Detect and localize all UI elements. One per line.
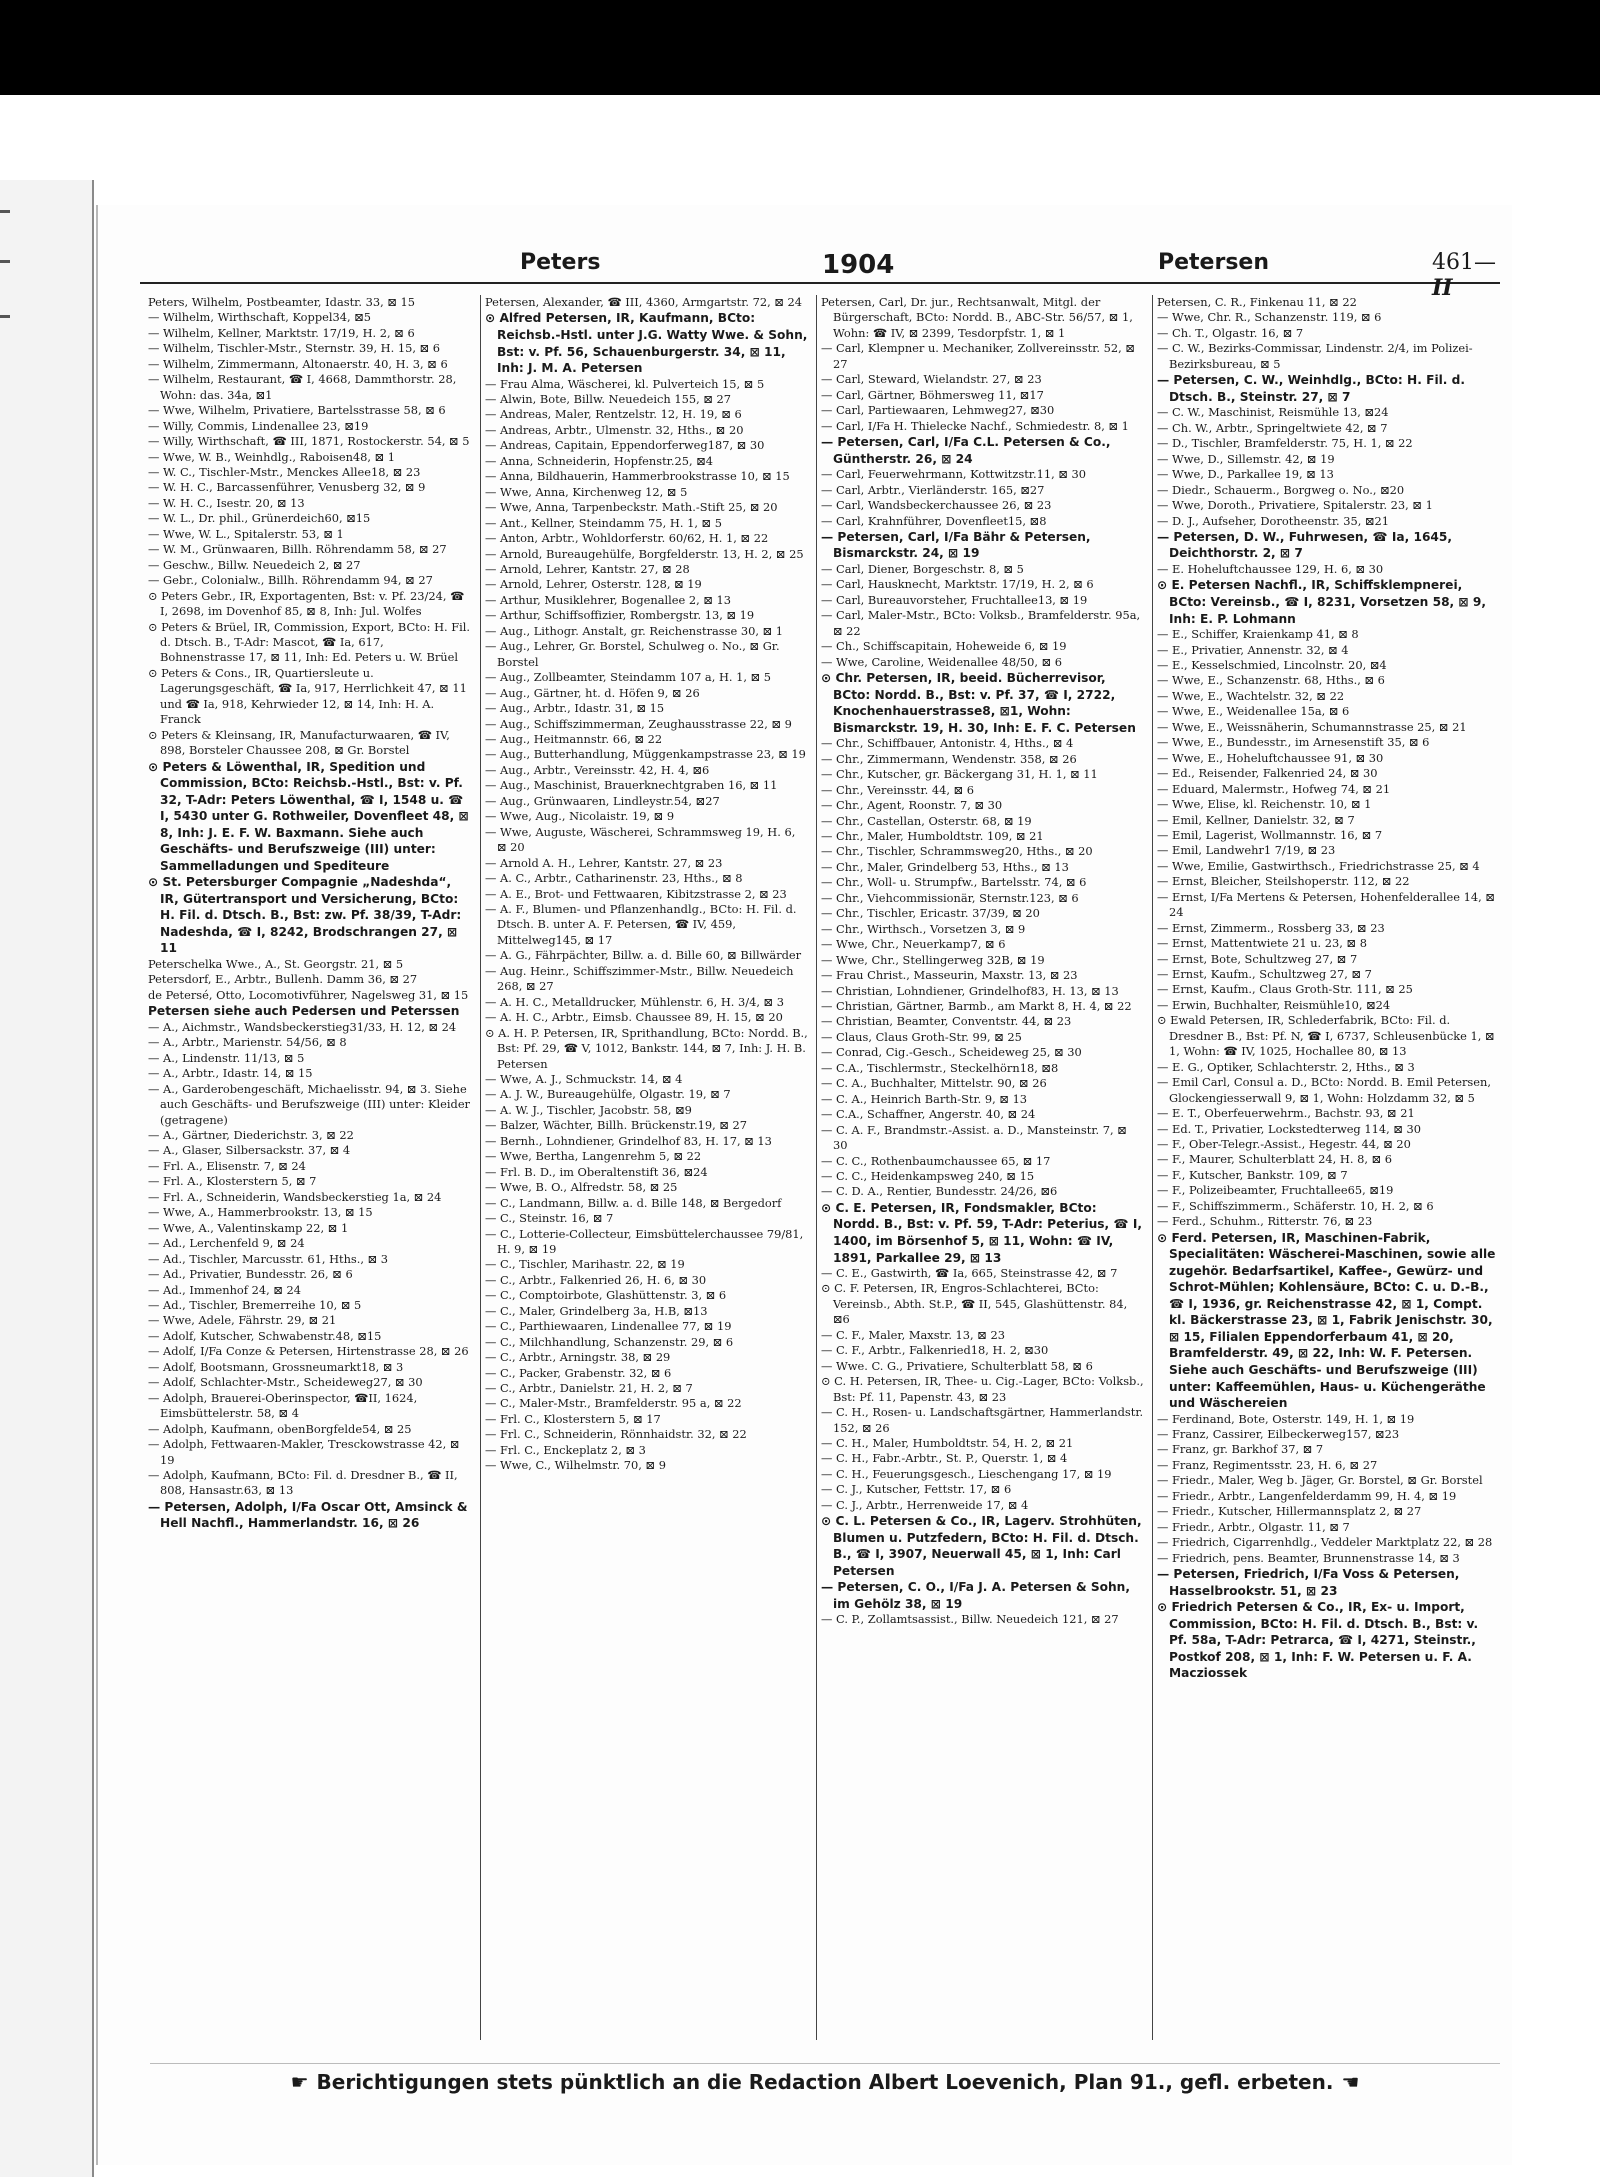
directory-entry: — Carl, Maler-Mstr., BCto: Volksb., Bramfelderstr. 95a, ⊠ 22 — [821, 608, 1141, 638]
directory-entry: — Ernst, I/Fa Mertens & Petersen, Hohenfelderallee 14, ⊠ 24 — [1157, 889, 1495, 920]
directory-entry: — F., Ober-Telegr.-Assist., Hegestr. 44, ⊠ 20 — [1157, 1137, 1411, 1152]
directory-entry: — F., Polizeibeamter, Fruchtallee65, ⊠19 — [1157, 1183, 1394, 1198]
directory-entry: — Carl, Klempner u. Mechaniker, Zollvereinsstr. 52, ⊠ 27 — [821, 341, 1135, 371]
directory-entry: ⊙ Peters & Cons., IR, Quartiersleute u. Lagerungsgeschäft, ☎ Ia, 917, Herrlichkeit 47, ⊠ 11 und ☎ Ia, 918, Kehrwieder 12, ⊠ 14, Inh: H. A. Franck — [148, 665, 467, 727]
directory-entry: — Chr., Schiffbauer, Antonistr. 4, Hths., ⊠ 4 — [821, 736, 1074, 751]
directory-entry: — C. H., Fabr.-Arbtr., St. P., Querstr. 1, ⊠ 4 — [821, 1451, 1068, 1466]
directory-entry: — Aug., Heitmannstr. 66, ⊠ 22 — [485, 732, 663, 746]
directory-entry: — Chr., Zimmermann, Wendenstr. 358, ⊠ 26 — [821, 751, 1077, 766]
directory-entry: — Wilhelm, Zimmermann, Altonaerstr. 40, H. 3, ⊠ 6 — [148, 356, 448, 371]
directory-entry: — Aug., Lithogr. Anstalt, gr. Reichenstrasse 30, ⊠ 1 — [485, 623, 784, 638]
page-part: II — [1432, 275, 1453, 301]
directory-entry: — Ferd., Schuhm., Ritterstr. 76, ⊠ 23 — [1157, 1214, 1373, 1229]
page-number-value: 461— — [1432, 250, 1496, 275]
directory-entry: — Ernst, Kaufm., Schultzweg 27, ⊠ 7 — [1157, 967, 1372, 982]
directory-entry: — Ernst, Zimmerm., Rossberg 33, ⊠ 23 — [1157, 920, 1385, 935]
directory-entry: — Wwe, E., Weidenallee 15a, ⊠ 6 — [1157, 704, 1350, 719]
directory-entry: — Frl. B. D., im Oberaltenstift 36, ⊠24 — [485, 1164, 708, 1179]
directory-entry: — Frl. C., Schneiderin, Rönnhaidstr. 32, ⊠ 22 — [485, 1427, 747, 1442]
directory-entry: — C.A., Schaffner, Angerstr. 40, ⊠ 24 — [821, 1107, 1036, 1122]
footer-notice — [150, 2063, 1500, 2104]
directory-entry: ⊙ E. Petersen Nachfl., IR, Schiffsklempnerei, BCto: Vereinsb., ☎ I, 8231, Vorsetzen 58, ⊠ 9, Inh: E. P. Lohmann — [1157, 578, 1486, 626]
directory-entry: — E. T., Oberfeuerwehrm., Bachstr. 93, ⊠ 21 — [1157, 1106, 1415, 1121]
directory-entry: — A., Arbtr., Idastr. 14, ⊠ 15 — [148, 1066, 313, 1081]
directory-entry: — W. H. C., Barcassenführer, Venusberg 32, ⊠ 9 — [148, 480, 426, 495]
directory-entry: — Wwe, A., Valentinskamp 22, ⊠ 1 — [148, 1220, 349, 1235]
directory-entry: — Chr., Viehcommissionär, Sternstr.123, ⊠ 6 — [821, 890, 1079, 905]
directory-entry: — Aug., Arbtr., Idastr. 31, ⊠ 15 — [485, 701, 665, 716]
directory-entry: — C., Parthiewaaren, Lindenallee 77, ⊠ 19 — [485, 1319, 732, 1334]
directory-entry: — Arnold A. H., Lehrer, Kantstr. 27, ⊠ 23 — [485, 855, 723, 870]
directory-entry: — Wwe, Emilie, Gastwirthsch., Friedrichstrasse 25, ⊠ 4 — [1157, 858, 1480, 873]
directory-entry: — Wwe, B. O., Alfredstr. 58, ⊠ 25 — [485, 1180, 678, 1195]
directory-entry: — Alwin, Bote, Billw. Neuedeich 155, ⊠ 27 — [485, 392, 732, 407]
directory-entry: — Friedr., Kutscher, Hillermannsplatz 2, ⊠ 27 — [1157, 1504, 1422, 1519]
directory-entry: — Wwe, Wilhelm, Privatiere, Bartelsstrasse 58, ⊠ 6 — [148, 403, 446, 418]
directory-entry: — Wwe, E., Bundesstr., im Arnesenstift 35, ⊠ 6 — [1157, 735, 1430, 750]
directory-entry: ⊙ Peters & Löwenthal, IR, Spedition und Commission, BCto: Reichsb.-Hstl., Bst: v. Pf. 32, T-Adr: Peters Löwenthal, ☎ I, 1548 u. ☎ I, 5430 unter G. Rothweiler, Dovenfleet 48, ⊠ 8, Inh: J. E. F. W. Baxmann. Siehe auch Geschäfts- und Berufszweige (III) unter: Sammelladungen und Spediteure — [148, 759, 469, 873]
header-left-word: Peters — [520, 250, 601, 275]
directory-entry: — Wwe, Elise, kl. Reichenstr. 10, ⊠ 1 — [1157, 797, 1372, 812]
directory-entry: — Frau Christ., Masseurin, Maxstr. 13, ⊠ 23 — [821, 968, 1078, 983]
column-3 — [816, 295, 1144, 2040]
directory-entry: — Friedr., Arbtr., Langenfelderdamm 99, H. 4, ⊠ 19 — [1157, 1488, 1457, 1503]
directory-entry: Petersen, Alexander, ☎ III, 4360, Armgartstr. 72, ⊠ 24 — [485, 295, 803, 309]
directory-entry: — Adolph, Fettwaaren-Makler, Tresckowstrasse 42, ⊠ 19 — [148, 1437, 460, 1467]
directory-entry: — Chr., Agent, Roonstr. 7, ⊠ 30 — [821, 798, 1003, 813]
directory-entry: — Chr., Tischler, Ericastr. 37/39, ⊠ 20 — [821, 906, 1040, 921]
directory-entry: — Adolf, Kutscher, Schwabenstr.48, ⊠15 — [148, 1328, 382, 1343]
directory-entry: — C. E., Gastwirth, ☎ Ia, 665, Steinstrasse 42, ⊠ 7 — [821, 1266, 1118, 1281]
directory-entry: — Carl, Gärtner, Böhmersweg 11, ⊠17 — [821, 387, 1044, 402]
directory-entry: — Arnold, Bureaugehülfe, Borgfelderstr. 13, H. 2, ⊠ 25 — [485, 546, 804, 561]
directory-entry: — A., Arbtr., Marienstr. 54/56, ⊠ 8 — [148, 1035, 347, 1050]
directory-entry: — Friedr., Arbtr., Olgastr. 11, ⊠ 7 — [1157, 1519, 1350, 1534]
directory-entry: — Chr., Kutscher, gr. Bäckergang 31, H. 1, ⊠ 11 — [821, 767, 1098, 782]
directory-entry: — Wwe, D., Parkallee 19, ⊠ 13 — [1157, 467, 1334, 482]
directory-entry: — Andreas, Capitain, Eppendorferweg187, ⊠ 30 — [485, 438, 765, 453]
directory-entry: — A. G., Fährpächter, Billw. a. d. Bille 60, ⊠ Billwärder — [485, 948, 802, 963]
directory-entry: — C., Maler, Grindelberg 3a, H.B, ⊠13 — [485, 1303, 708, 1318]
directory-entry: — A., Lindenstr. 11/13, ⊠ 5 — [148, 1050, 305, 1065]
directory-entry: — C., Comptoirbote, Glashüttenstr. 3, ⊠ 6 — [485, 1288, 727, 1303]
directory-entry: — Carl, I/Fa H. Thielecke Nachf., Schmiedestr. 8, ⊠ 1 — [821, 418, 1129, 433]
directory-entry: — Chr., Maler, Grindelberg 53, Hths., ⊠ 13 — [821, 859, 1069, 874]
directory-entry: — Willy, Commis, Lindenallee 23, ⊠19 — [148, 418, 369, 433]
directory-entry: ⊙ Friedrich Petersen & Co., IR, Ex- u. Import, Commission, BCto: H. Fil. d. Dtsch. B., Bst: v. Pf. 58a, T-Adr: Petrarca, ☎ I, 4271, Steinstr., Postkof 208, ⊠ 1, Inh: F. W. Petersen u. F. A. Macziossek — [1157, 1600, 1479, 1681]
directory-entry: — Anton, Arbtr., Wohldorferstr. 60/62, H. 1, ⊠ 22 — [485, 531, 769, 546]
directory-entry: — Chr., Wirthsch., Vorsetzen 3, ⊠ 9 — [821, 921, 1026, 936]
directory-entry: — Ch. W., Arbtr., Springeltwiete 42, ⊠ 7 — [1157, 420, 1388, 435]
directory-entry: — Petersen, Adolph, I/Fa Oscar Ott, Amsinck & Hell Nachfl., Hammerlandstr. 16, ⊠ 26 — [148, 1499, 468, 1531]
page-number — [1432, 250, 1500, 301]
directory-entry: — Chr., Vereinsstr. 44, ⊠ 6 — [821, 782, 975, 797]
column-4 — [1152, 295, 1497, 2040]
directory-entry: — A., Glaser, Silbersackstr. 37, ⊠ 4 — [148, 1143, 351, 1158]
directory-entry: ⊙ C. F. Petersen, IR, Engros-Schlachterei, BCto: Vereinsb., Abth. St.P., ☎ II, 545, Glashüttenstr. 84, ⊠6 — [821, 1281, 1128, 1327]
directory-entry: — Wwe, Aug., Nicolaistr. 19, ⊠ 9 — [485, 809, 675, 824]
header-year: 1904 — [822, 250, 895, 280]
directory-entry: — Franz, Regimentsstr. 23, H. 6, ⊠ 27 — [1157, 1457, 1378, 1472]
directory-entry: — A. E., Brot- und Fettwaaren, Kibitzstrasse 2, ⊠ 23 — [485, 886, 787, 901]
directory-entry: — Wwe, E., Weissnäherin, Schumannstrasse 25, ⊠ 21 — [1157, 719, 1467, 734]
directory-entry: — Wwe, E., Schanzenstr. 68, Hths., ⊠ 6 — [1157, 673, 1385, 688]
directory-entry: — E., Kesselschmied, Lincolnstr. 20, ⊠4 — [1157, 657, 1387, 672]
directory-entry: — Frl. C., Enckeplatz 2, ⊠ 3 — [485, 1442, 646, 1457]
directory-entry: — Wwe, Anna, Tarpenbeckstr. Math.-Stift 25, ⊠ 20 — [485, 500, 778, 515]
directory-entry: — C. A., Heinrich Barth-Str. 9, ⊠ 13 — [821, 1091, 1028, 1106]
directory-entry: — Christian, Lohndiener, Grindelhof83, H. 13, ⊠ 13 — [821, 983, 1119, 998]
directory-entry: — Emil Carl, Consul a. D., BCto: Nordd. B. Emil Petersen, Glockengiesserwall 9, ⊠ 1, Wohn: Holzdamm 32, ⊠ 5 — [1157, 1075, 1491, 1105]
directory-entry: — Diedr., Schauerm., Borgweg o. No., ⊠20 — [1157, 482, 1405, 497]
page-edge-mark — [0, 210, 10, 213]
directory-entry: — Ferdinand, Bote, Osterstr. 149, H. 1, ⊠ 19 — [1157, 1411, 1415, 1426]
directory-entry: — Chr., Castellan, Osterstr. 68, ⊠ 19 — [821, 813, 1032, 828]
directory-entry: — E., Schiffer, Kraienkamp 41, ⊠ 8 — [1157, 627, 1359, 642]
directory-entry: — Adolf, Bootsmann, Grossneumarkt18, ⊠ 3 — [148, 1359, 404, 1374]
directory-entry: — Friedrich, Cigarrenhdlg., Veddeler Marktplatz 22, ⊠ 28 — [1157, 1535, 1493, 1550]
column-1 — [148, 295, 471, 2040]
directory-entry: — Carl, Diener, Borgeschstr. 8, ⊠ 5 — [821, 562, 1024, 577]
directory-entry: — Wwe, Caroline, Weidenallee 48/50, ⊠ 6 — [821, 654, 1063, 669]
scan-border — [0, 0, 1600, 95]
directory-entry: — F., Kutscher, Bankstr. 109, ⊠ 7 — [1157, 1167, 1348, 1182]
directory-entry: — Bernh., Lohndiener, Grindelhof 83, H. 17, ⊠ 13 — [485, 1133, 772, 1148]
directory-entry: — A., Garderobengeschäft, Michaelisstr. 94, ⊠ 3. Siehe auch Geschäfts- und Berufszweige (III) unter: Kleider (getragene) — [148, 1081, 471, 1127]
directory-entry: — Eduard, Malermstr., Hofweg 74, ⊠ 21 — [1157, 781, 1391, 796]
directory-entry: — Arnold, Lehrer, Kantstr. 27, ⊠ 28 — [485, 562, 690, 577]
header-right-word: Petersen — [1158, 250, 1270, 275]
directory-entry: — Claus, Claus Groth-Str. 99, ⊠ 25 — [821, 1029, 1022, 1044]
directory-entry: — Chr., Tischler, Schrammsweg20, Hths., ⊠ 20 — [821, 844, 1093, 859]
directory-entry: ⊙ Peters & Brüel, IR, Commission, Export, BCto: H. Fil. d. Dtsch. B., T-Adr: Mascot, ☎ Ia, 617, Bohnenstrasse 17, ⊠ 11, Inh: Ed. Peters u. W. Brüel — [148, 619, 471, 665]
directory-entry: ⊙ Ferd. Petersen, IR, Maschinen-Fabrik, Specialitäten: Wäscherei-Maschinen, sowie alle zugehör. Bedarfsartikel, Kaffee-, Gewürz- und Schrot-Mühlen; Kohlensäure, BCto: C. u. D.-B., ☎ I, 1936, gr. Reichenstrasse 42, ⊠ 1, Compt. kl. Bäckerstrasse 23, ⊠ 1, Fabrik Jenischstr. 30, ⊠ 15, Filialen Eppendorferbaum 41, ⊠ 20, Bramfelderstr. 49, ⊠ 22, Inh: W. F. Petersen. Siehe auch Geschäfts- und Berufszweige (III) unter: Kaffeemühlen, Haus- u. Küchengeräthe und Wäschereien — [1157, 1230, 1496, 1411]
directory-entry: — Geschw., Billw. Neuedeich 2, ⊠ 27 — [148, 557, 361, 572]
directory-entry: ⊙ C. L. Petersen & Co., IR, Lagerv. Strohhüten, Blumen u. Putzfedern, BCto: H. Fil. d. Dtsch. B., ☎ I, 3907, Neuerwall 45, ⊠ 1, Inh: Carl Petersen — [821, 1514, 1142, 1578]
directory-entry: — C.A., Tischlermstr., Steckelhörn18, ⊠8 — [821, 1060, 1059, 1075]
directory-entry: — E. Hoheluftchaussee 129, H. 6, ⊠ 30 — [1157, 562, 1384, 577]
directory-entry: — Erwin, Buchhalter, Reismühle10, ⊠24 — [1157, 997, 1391, 1012]
footer-text: Berichtigungen stets pünktlich an die Redaction Albert Loevenich, Plan 91., gefl. erbeten. — [316, 2070, 1334, 2094]
directory-entry: — Ad., Immenhof 24, ⊠ 24 — [148, 1282, 301, 1297]
directory-entry: — A. C., Arbtr., Catharinenstr. 23, Hths., ⊠ 8 — [485, 871, 743, 886]
directory-entry: — Wwe, E., Hoheluftchaussee 91, ⊠ 30 — [1157, 750, 1384, 765]
directory-entry: — Wwe, A. J., Schmuckstr. 14, ⊠ 4 — [485, 1071, 683, 1086]
directory-entry: — Ernst, Bote, Schultzweg 27, ⊠ 7 — [1157, 951, 1358, 966]
directory-entry: — F., Schiffszimmerm., Schäferstr. 10, H. 2, ⊠ 6 — [1157, 1198, 1434, 1213]
directory-entry: — Ernst, Bleicher, Steilshoperstr. 112, ⊠ 22 — [1157, 874, 1410, 889]
directory-entry: — Ad., Tischler, Marcusstr. 61, Hths., ⊠ 3 — [148, 1251, 389, 1266]
directory-entry: — C. H., Feuerungsgesch., Lieschengang 17, ⊠ 19 — [821, 1466, 1112, 1481]
directory-entry: — Wilhelm, Wirthschaft, Koppel34, ⊠5 — [148, 310, 372, 325]
directory-entry: — Wwe, D., Sillemstr. 42, ⊠ 19 — [1157, 451, 1335, 466]
directory-entry: — C. D. A., Rentier, Bundesstr. 24/26, ⊠6 — [821, 1184, 1058, 1199]
directory-entry: — C. F., Arbtr., Falkenried18, H. 2, ⊠30 — [821, 1343, 1049, 1358]
directory-entry: ⊙ Alfred Petersen, IR, Kaufmann, BCto: Reichsb.-Hstl. unter J.G. Watty Wwe. & Sohn, Bst: v. Pf. 56, Schauenburgerstr. 34, ⊠ 11, Inh: J. M. A. Petersen — [485, 311, 808, 376]
directory-entry: — Ch. T., Olgastr. 16, ⊠ 7 — [1157, 325, 1304, 340]
directory-entry: — Frl. C., Klosterstern 5, ⊠ 17 — [485, 1411, 661, 1426]
directory-entry: — Arthur, Musiklehrer, Bogenallee 2, ⊠ 13 — [485, 592, 732, 607]
directory-entry: Petersen, Carl, Dr. jur., Rechtsanwalt, Mitgl. der Bürgerschaft, BCto: Nordd. B., ABC-Str. 56/57, ⊠ 1, Wohn: ☎ IV, ⊠ 2399, Tesdorpfstr. 1, ⊠ 1 — [821, 295, 1133, 340]
directory-entry: — Petersen, Carl, I/Fa C.L. Petersen & Co., Güntherstr. 26, ⊠ 24 — [821, 435, 1111, 466]
directory-entry: — Aug., Grünwaaren, Lindleystr.54, ⊠27 — [485, 793, 720, 808]
directory-entry: — Carl, Feuerwehrmann, Kottwitzstr.11, ⊠ 30 — [821, 467, 1086, 482]
directory-entry: — Carl, Bureauvorsteher, Fruchtallee13, ⊠ 19 — [821, 592, 1088, 607]
directory-entry: — W. M., Grünwaaren, Billh. Röhrendamm 58, ⊠ 27 — [148, 542, 447, 557]
directory-entry: — Wwe, Bertha, Langenrehm 5, ⊠ 22 — [485, 1149, 702, 1164]
directory-entry: — Friedr., Maler, Weg b. Jäger, Gr. Borstel, ⊠ Gr. Borstel — [1157, 1473, 1483, 1488]
directory-entry: — C., Arbtr., Danielstr. 21, H. 2, ⊠ 7 — [485, 1381, 693, 1396]
directory-entry: — Aug., Butterhandlung, Müggenkampstrasse 23, ⊠ 19 — [485, 747, 806, 762]
directory-entry: — Aug. Heinr., Schiffszimmer-Mstr., Billw. Neuedeich 268, ⊠ 27 — [485, 963, 794, 994]
left-page-edge — [0, 180, 94, 2177]
directory-entry: — Arthur, Schiffsoffizier, Rombergstr. 13, ⊠ 19 — [485, 608, 755, 623]
directory-entry: — Aug., Zollbeamter, Steindamm 107 a, H. 1, ⊠ 5 — [485, 670, 772, 685]
directory-entry: — Wilhelm, Restaurant, ☎ I, 4668, Dammthorstr. 28, Wohn: das. 34a, ⊠1 — [148, 372, 457, 402]
directory-entry: — Andreas, Maler, Rentzelstr. 12, H. 19, ⊠ 6 — [485, 407, 742, 422]
directory-entry: — Frl. A., Elisenstr. 7, ⊠ 24 — [148, 1158, 306, 1173]
directory-entry: ⊙ Peters & Kleinsang, IR, Manufacturwaaren, ☎ IV, 898, Borsteler Chaussee 208, ⊠ Gr. Borstel — [148, 727, 450, 758]
pointing-hand-icon: ☚ — [1341, 2070, 1360, 2094]
directory-entry: — Carl, Hausknecht, Marktstr. 17/19, H. 2, ⊠ 6 — [821, 577, 1094, 592]
directory-entry: — Petersen, C. W., Weinhdlg., BCto: H. Fil. d. Dtsch. B., Steinstr. 27, ⊠ 7 — [1157, 373, 1466, 404]
directory-entry: — Wwe, Chr. R., Schanzenstr. 119, ⊠ 6 — [1157, 310, 1382, 325]
directory-entry: — Wwe, A., Hammerbrookstr. 13, ⊠ 15 — [148, 1205, 373, 1220]
directory-entry: — A. F., Blumen- und Pflanzenhandlg., BCto: H. Fil. d. Dtsch. B. unter A. F. Petersen, ☎ IV, 459, Mittelweg145, ⊠ 17 — [485, 901, 797, 947]
directory-entry: — Adolph, Kaufmann, BCto: Fil. d. Dresdner B., ☎ II, 808, Hansastr.63, ⊠ 13 — [148, 1468, 458, 1498]
directory-entry: — C., Arbtr., Arningstr. 38, ⊠ 29 — [485, 1350, 671, 1365]
page-edge-mark — [0, 315, 10, 318]
directory-entry: — A., Gärtner, Diederichstr. 3, ⊠ 22 — [148, 1128, 354, 1143]
directory-entry: — Wilhelm, Kellner, Marktstr. 17/19, H. 2, ⊠ 6 — [148, 325, 415, 340]
directory-entry: — Wwe, W. B., Weinhdlg., Raboisen48, ⊠ 1 — [148, 449, 396, 464]
directory-entry: — F., Maurer, Schulterblatt 24, H. 8, ⊠ 6 — [1157, 1152, 1392, 1167]
directory-entry: — C. H., Rosen- u. Landschaftsgärtner, Hammerlandstr. 152, ⊠ 26 — [821, 1405, 1144, 1435]
directory-entry: — A. J. W., Bureaugehülfe, Olgastr. 19, ⊠ 7 — [485, 1087, 731, 1102]
directory-entry: — Ad., Privatier, Bundesstr. 26, ⊠ 6 — [148, 1267, 353, 1282]
directory-entry: — Wwe, Doroth., Privatiere, Spitalerstr. 23, ⊠ 1 — [1157, 498, 1433, 513]
directory-entry: — Anna, Bildhauerin, Hammerbrookstrasse 10, ⊠ 15 — [485, 469, 790, 484]
directory-entry: Petersen siehe auch Pedersen und Peterssen — [148, 1004, 460, 1019]
directory-entry: — C. W., Maschinist, Reismühle 13, ⊠24 — [1157, 405, 1389, 420]
directory-entry: — A. H. C., Metalldrucker, Mühlenstr. 6, H. 3/4, ⊠ 3 — [485, 994, 784, 1009]
directory-entry: — Chr., Woll- u. Strumpfw., Bartelsstr. 74, ⊠ 6 — [821, 875, 1087, 890]
directory-entry: — Adolph, Kaufmann, obenBorgfelde54, ⊠ 25 — [148, 1421, 412, 1436]
directory-entry: — Willy, Wirthschaft, ☎ III, 1871, Rostockerstr. 54, ⊠ 5 — [148, 434, 470, 449]
directory-entry: Petersdorf, E., Arbtr., Bullenh. Damm 36, ⊠ 27 — [148, 972, 418, 987]
directory-entry: — D. J., Aufseher, Dorotheenstr. 35, ⊠21 — [1157, 513, 1390, 528]
directory-entry: de Petersé, Otto, Locomotivführer, Nagelsweg 31, ⊠ 15 — [148, 987, 469, 1002]
directory-entry: — C., Steinstr. 16, ⊠ 7 — [485, 1211, 614, 1226]
directory-entry: — C. A. F., Brandmstr.-Assist. a. D., Mansteinstr. 7, ⊠ 30 — [821, 1122, 1127, 1153]
directory-entry: — Ernst, Kaufm., Claus Groth-Str. 111, ⊠ 25 — [1157, 982, 1413, 997]
directory-entry: — Ad., Lerchenfeld 9, ⊠ 24 — [148, 1236, 305, 1251]
directory-entry: — C. C., Heidenkampsweg 240, ⊠ 15 — [821, 1169, 1035, 1183]
directory-entry: — D., Tischler, Bramfelderstr. 75, H. 1, ⊠ 22 — [1157, 436, 1413, 451]
directory-entry: — A. H. C., Arbtr., Eimsb. Chaussee 89, H. 15, ⊠ 20 — [485, 1010, 783, 1025]
directory-entry: — Wwe, E., Wachtelstr. 32, ⊠ 22 — [1157, 688, 1345, 703]
column-2 — [480, 295, 808, 2040]
directory-entry: — A. W. J., Tischler, Jacobstr. 58, ⊠9 — [485, 1102, 692, 1117]
directory-entry: — Ad., Tischler, Bremerreihe 10, ⊠ 5 — [148, 1298, 362, 1313]
directory-entry: — Balzer, Wächter, Billh. Brückenstr.19, ⊠ 27 — [485, 1118, 747, 1133]
directory-entry: — C., Tischler, Marihastr. 22, ⊠ 19 — [485, 1257, 685, 1272]
directory-entry: — Ch., Schiffscapitain, Hoheweide 6, ⊠ 19 — [821, 639, 1067, 654]
directory-entry: Peterschelka Wwe., A., St. Georgstr. 21, ⊠ 5 — [148, 956, 404, 971]
directory-entry: — C. C., Rothenbaumchaussee 65, ⊠ 17 — [821, 1153, 1051, 1168]
directory-entry: — Andreas, Arbtr., Ulmenstr. 32, Hths., ⊠ 20 — [485, 422, 744, 437]
directory-entry: — Friedrich, pens. Beamter, Brunnenstrasse 14, ⊠ 3 — [1157, 1550, 1460, 1565]
directory-entry: — C. J., Kutscher, Fettstr. 17, ⊠ 6 — [821, 1482, 1012, 1497]
listing-columns — [148, 295, 1498, 2040]
directory-entry: — Wwe, Anna, Kirchenweg 12, ⊠ 5 — [485, 484, 688, 499]
directory-entry: — Adolf, I/Fa Conze & Petersen, Hirtenstrasse 28, ⊠ 26 — [148, 1344, 469, 1359]
directory-entry: — C., Arbtr., Falkenried 26, H. 6, ⊠ 30 — [485, 1272, 707, 1287]
directory-entry: — C. P., Zollamtsassist., Billw. Neuedeich 121, ⊠ 27 — [821, 1612, 1119, 1627]
directory-entry: — Ed. T., Privatier, Lockstedterweg 114, ⊠ 30 — [1157, 1121, 1421, 1136]
directory-entry: — W. C., Tischler-Mstr., Menckes Allee18, ⊠ 23 — [148, 464, 421, 479]
directory-entry: — Wwe, W. L., Spitalerstr. 53, ⊠ 1 — [148, 526, 344, 541]
directory-entry: — Aug., Gärtner, ht. d. Höfen 9, ⊠ 26 — [485, 685, 700, 700]
directory-entry: — C., Packer, Grabenstr. 32, ⊠ 6 — [485, 1365, 672, 1380]
directory-entry: — Frl. A., Klosterstern 5, ⊠ 7 — [148, 1174, 317, 1189]
directory-entry: — Petersen, Friedrich, I/Fa Voss & Petersen, Hasselbrookstr. 51, ⊠ 23 — [1157, 1567, 1460, 1598]
directory-entry: — Adolph, Brauerei-Oberinspector, ☎II, 1624, Eimsbüttelerstr. 58, ⊠ 4 — [148, 1390, 418, 1421]
directory-entry: — Ernst, Mattentwiete 21 u. 23, ⊠ 8 — [1157, 936, 1367, 951]
directory-entry: — W. L., Dr. phil., Grünerdeich60, ⊠15 — [148, 511, 371, 526]
directory-entry: — Christian, Gärtner, Barmb., am Markt 8, H. 4, ⊠ 22 — [821, 999, 1132, 1014]
directory-entry: — Wwe, Adele, Fährstr. 29, ⊠ 21 — [148, 1313, 337, 1328]
directory-entry: — Wwe, Chr., Neuerkamp7, ⊠ 6 — [821, 937, 1006, 952]
directory-entry: — Adolf, Schlachter-Mstr., Scheideweg27, ⊠ 30 — [148, 1375, 423, 1390]
directory-entry: — Carl, Steward, Wielandstr. 27, ⊠ 23 — [821, 372, 1042, 387]
page-edge-mark — [0, 260, 10, 263]
directory-entry: — Aug., Lehrer, Gr. Borstel, Schulweg o. No., ⊠ Gr. Borstel — [485, 639, 780, 669]
directory-entry: — Anna, Schneiderin, Hopfenstr.25, ⊠4 — [485, 453, 714, 468]
directory-entry: Peters, Wilhelm, Postbeamter, Idastr. 33, ⊠ 15 — [148, 295, 415, 309]
directory-entry: — Conrad, Cig.-Gesch., Scheideweg 25, ⊠ 30 — [821, 1045, 1082, 1060]
directory-entry: ⊙ C. H. Petersen, IR, Thee- u. Cig.-Lager, BCto: Volksb., Bst: Pf. 11, Papenstr. 43, ⊠ 23 — [821, 1374, 1144, 1404]
directory-entry: — Aug., Maschinist, Brauerknechtgraben 16, ⊠ 11 — [485, 778, 778, 793]
directory-entry: ⊙ Chr. Petersen, IR, beeid. Bücherrevisor, BCto: Nordd. B., Bst: v. Pf. 37, ☎ I, 2722, Knochenhauerstrasse8, ⊠1, Wohn: Bismarckstr. 19, H. 30, Inh: E. F. C. Petersen — [821, 671, 1136, 735]
directory-entry: — Chr., Maler, Humboldtstr. 109, ⊠ 21 — [821, 829, 1044, 844]
directory-entry: ⊙ St. Petersburger Compagnie „Nadeshda“, IR, Gütertransport und Versicherung, BCto: H. Fil. d. Dtsch. B., Bst: zw. Pf. 38/39, T-Adr: Nadeshda, ☎ I, 8242, Brodschrangen 27, ⊠ 11 — [148, 875, 462, 956]
directory-entry: — Petersen, C. O., I/Fa J. A. Petersen & Sohn, im Gehölz 38, ⊠ 19 — [821, 1580, 1130, 1611]
directory-entry: — Wwe, Chr., Stellingerweg 32B, ⊠ 19 — [821, 952, 1045, 967]
directory-entry: — C. J., Arbtr., Herrenweide 17, ⊠ 4 — [821, 1497, 1029, 1512]
directory-entry: — A., Aichmstr., Wandsbeckerstieg31/33, H. 12, ⊠ 24 — [148, 1019, 457, 1034]
directory-entry: — C. F., Maler, Maxstr. 13, ⊠ 23 — [821, 1327, 1005, 1342]
directory-entry: — C. W., Bezirks-Commissar, Lindenstr. 2/4, im Polizei-Bezirksbureau, ⊠ 5 — [1157, 341, 1473, 371]
directory-entry: — Wwe. C. G., Privatiere, Schulterblatt 58, ⊠ 6 — [821, 1358, 1093, 1373]
directory-entry: — Aug., Arbtr., Vereinsstr. 42, H. 4, ⊠6 — [485, 762, 710, 777]
directory-entry: — Wwe, C., Wilhelmstr. 70, ⊠ 9 — [485, 1458, 666, 1473]
directory-entry: ⊙ Peters Gebr., IR, Exportagenten, Bst: v. Pf. 23/24, ☎ I, 2698, im Dovenhof 85, ⊠ 8, Inh: Jul. Wolfes — [148, 588, 465, 619]
running-header — [140, 250, 1500, 301]
directory-entry: — Carl, Arbtr., Vierländerstr. 165, ⊠27 — [821, 482, 1045, 497]
directory-entry: ⊙ Ewald Petersen, IR, Schlederfabrik, BCto: Fil. d. Dresdner B., Bst: Pf. N, ☎ I, 6737, Schleusenbücke 1, ⊠ 1, Wohn: ☎ IV, 1025, Hochallee 80, ⊠ 13 — [1157, 1013, 1495, 1059]
directory-entry: — E. G., Optiker, Schlachterstr. 2, Hths., ⊠ 3 — [1157, 1059, 1415, 1074]
directory-entry: — Franz, gr. Barkhof 37, ⊠ 7 — [1157, 1442, 1324, 1457]
directory-entry: — E., Privatier, Annenstr. 32, ⊠ 4 — [1157, 642, 1349, 657]
directory-entry: — C. H., Maler, Humboldtstr. 54, H. 2, ⊠ 21 — [821, 1436, 1074, 1451]
directory-entry: — C., Maler-Mstr., Bramfelderstr. 95 a, ⊠ 22 — [485, 1396, 742, 1411]
directory-entry: — W. H. C., Isestr. 20, ⊠ 13 — [148, 495, 305, 510]
directory-entry: — Emil, Kellner, Danielstr. 32, ⊠ 7 — [1157, 812, 1355, 827]
directory-entry: Petersen, C. R., Finkenau 11, ⊠ 22 — [1157, 295, 1357, 309]
directory-entry: — C. A., Buchhalter, Mittelstr. 90, ⊠ 26 — [821, 1076, 1047, 1091]
directory-entry: — Wilhelm, Tischler-Mstr., Sternstr. 39, H. 15, ⊠ 6 — [148, 341, 441, 356]
directory-entry: — Frl. A., Schneiderin, Wandsbeckerstieg 1a, ⊠ 24 — [148, 1189, 442, 1204]
directory-entry: — Arnold, Lehrer, Osterstr. 128, ⊠ 19 — [485, 577, 702, 592]
directory-entry: — Franz, Cassirer, Eilbeckerweg157, ⊠23 — [1157, 1427, 1400, 1442]
directory-entry: — Frau Alma, Wäscherei, kl. Pulverteich 15, ⊠ 5 — [485, 376, 765, 391]
directory-entry: — C., Landmann, Billw. a. d. Bille 148, ⊠ Bergedorf — [485, 1195, 782, 1210]
directory-entry: — Petersen, Carl, I/Fa Bähr & Petersen, Bismarckstr. 24, ⊠ 19 — [821, 529, 1091, 561]
pointing-hand-icon: ☛ — [290, 2070, 309, 2094]
directory-entry: — Ant., Kellner, Steindamm 75, H. 1, ⊠ 5 — [485, 515, 722, 530]
directory-entry: — C., Milchhandlung, Schanzenstr. 29, ⊠ 6 — [485, 1334, 734, 1349]
directory-entry: ⊙ A. H. P. Petersen, IR, Sprithandlung, BCto: Nordd. B., Bst: Pf. 29, ☎ V, 1012, Bankstr. 144, ⊠ 7, Inh: J. H. B. Petersen — [485, 1025, 808, 1071]
directory-entry: — C., Lotterie-Collecteur, Eimsbüttelerchaussee 79/81, H. 9, ⊠ 19 — [485, 1226, 804, 1256]
directory-entry: — Emil, Landwehr1 7/19, ⊠ 23 — [1157, 843, 1336, 858]
directory-entry: — Wwe, Auguste, Wäscherei, Schrammsweg 19, H. 6, ⊠ 20 — [485, 824, 796, 855]
directory-entry: — Carl, Krahnführer, Dovenfleet15, ⊠8 — [821, 513, 1047, 528]
directory-entry: ⊙ C. E. Petersen, IR, Fondsmakler, BCto: Nordd. B., Bst: v. Pf. 59, T-Adr: Peterius, ☎ I, 1400, im Börsenhof 5, ⊠ 11, Wohn: ☎ IV, 1891, Parkallee 29, ⊠ 13 — [821, 1200, 1143, 1265]
directory-entry: — Emil, Lagerist, Wollmannstr. 16, ⊠ 7 — [1157, 827, 1383, 842]
directory-entry: — Petersen, D. W., Fuhrwesen, ☎ Ia, 1645, Deichthorstr. 2, ⊠ 7 — [1157, 529, 1453, 561]
directory-entry: — Carl, Partiewaaren, Lehmweg27, ⊠30 — [821, 403, 1055, 418]
directory-entry: — Ed., Reisender, Falkenried 24, ⊠ 30 — [1157, 766, 1378, 781]
directory-entry: — Carl, Wandsbeckerchaussee 26, ⊠ 23 — [821, 498, 1052, 513]
directory-entry: — Christian, Beamter, Conventstr. 44, ⊠ 23 — [821, 1014, 1072, 1029]
directory-entry: — Gebr., Colonialw., Billh. Röhrendamm 94, ⊠ 27 — [148, 573, 433, 588]
directory-entry: — Aug., Schiffszimmerman, Zeughausstrasse 22, ⊠ 9 — [485, 716, 792, 731]
